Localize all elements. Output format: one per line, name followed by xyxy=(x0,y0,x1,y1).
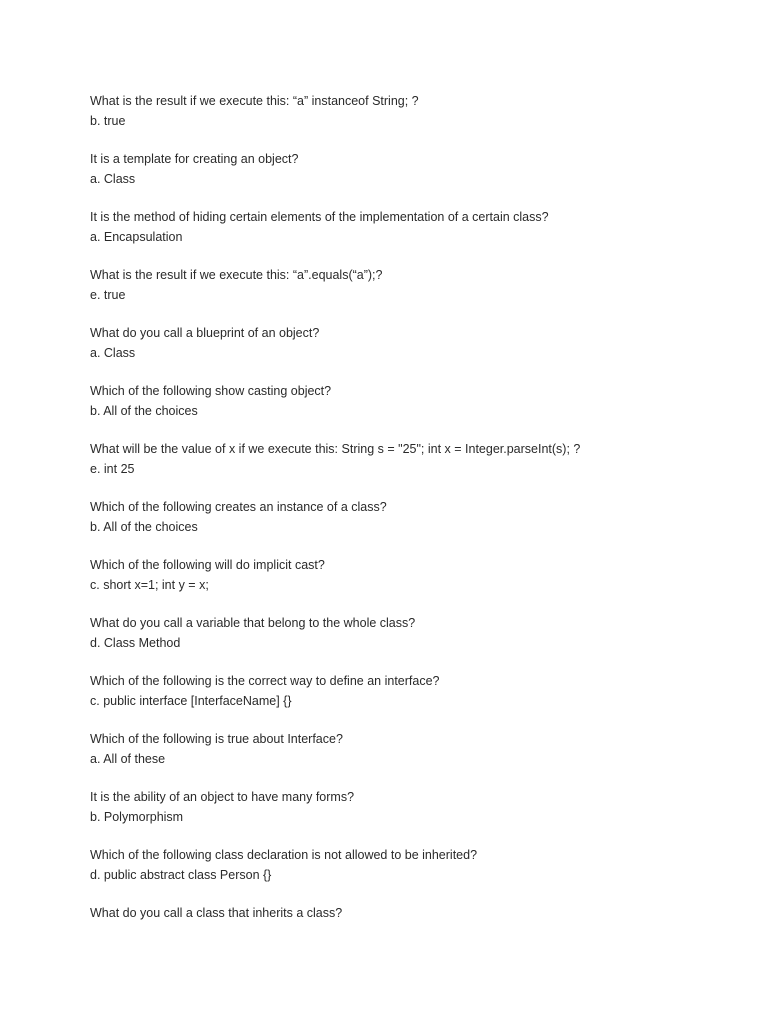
qa-item xyxy=(90,556,730,595)
question-text: Which of the following creates an instance of a class? xyxy=(90,500,387,514)
qa-item xyxy=(90,150,730,189)
qa-item xyxy=(90,904,730,924)
qa-item xyxy=(90,614,730,653)
question-text: Which of the following will do implicit cast? xyxy=(90,558,325,572)
qa-item xyxy=(90,208,730,247)
answer-text: a. Encapsulation xyxy=(90,229,183,244)
qa-item xyxy=(90,266,730,305)
question-text: It is the ability of an object to have many forms? xyxy=(90,790,355,804)
answer-text: e. true xyxy=(90,287,126,302)
answer-text: a. Class xyxy=(90,345,136,360)
question-text: It is the method of hiding certain elements of the implementation of a certain class? xyxy=(90,210,549,224)
qa-item xyxy=(90,846,730,885)
answer-text: b. true xyxy=(90,113,126,128)
answer-text: a. All of these xyxy=(90,751,166,766)
answer-text: d. public abstract class Person {} xyxy=(90,867,272,882)
answer-text: c. public interface [InterfaceName] {} xyxy=(90,693,292,708)
question-text: Which of the following is the correct way to define an interface? xyxy=(90,674,440,688)
qa-item xyxy=(90,788,730,827)
answer-text: d. Class Method xyxy=(90,635,181,650)
qa-item xyxy=(90,324,730,363)
question-text: Which of the following is true about Interface? xyxy=(90,732,343,746)
question-text: What do you call a class that inherits a class? xyxy=(90,906,343,920)
question-text: Which of the following show casting object? xyxy=(90,384,332,398)
question-text: Which of the following class declaration is not allowed to be inherited? xyxy=(90,848,478,862)
question-text: It is a template for creating an object? xyxy=(90,152,299,166)
qa-item xyxy=(90,440,730,479)
question-text: What do you call a variable that belong to the whole class? xyxy=(90,616,416,630)
answer-text: e. int 25 xyxy=(90,461,135,476)
answer-text: c. short x=1; int y = x; xyxy=(90,577,209,592)
qa-item xyxy=(90,730,730,769)
qa-item xyxy=(90,672,730,711)
qa-item xyxy=(90,92,730,131)
question-text: What is the result if we execute this: “a” instanceof String; ? xyxy=(90,94,419,108)
answer-text: b. All of the choices xyxy=(90,403,198,418)
qa-item xyxy=(90,382,730,421)
qa-item xyxy=(90,498,730,537)
question-text: What do you call a blueprint of an object? xyxy=(90,326,320,340)
answer-text: b. Polymorphism xyxy=(90,809,184,824)
question-text: What is the result if we execute this: “a”.equals(“a”);? xyxy=(90,268,383,282)
answer-text: a. Class xyxy=(90,171,136,186)
question-text: What will be the value of x if we execute this: String s = "25"; int x = Integer.parseInt(s); ? xyxy=(90,442,581,456)
question-answer-list xyxy=(90,92,730,943)
answer-text: b. All of the choices xyxy=(90,519,198,534)
